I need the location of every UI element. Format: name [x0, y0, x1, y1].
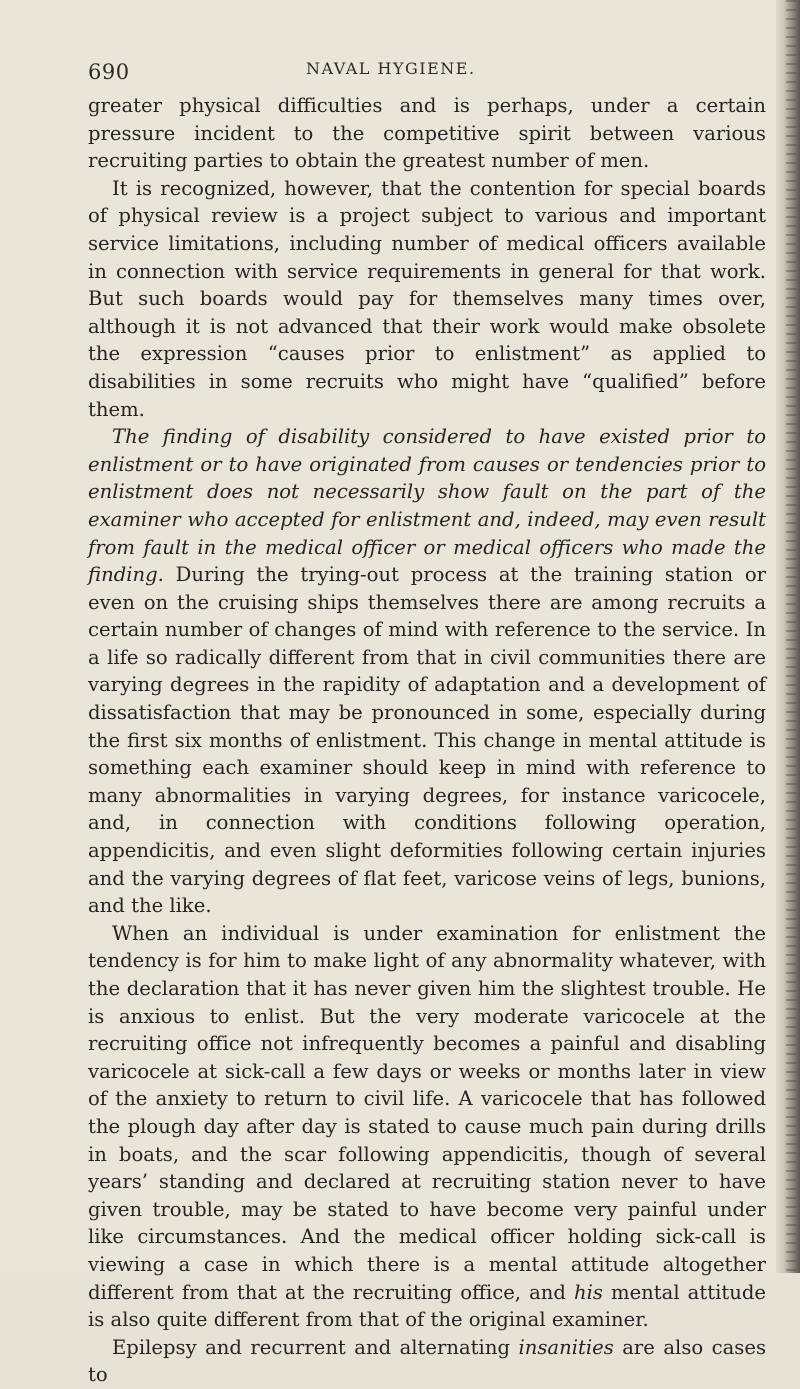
page-header — [88, 56, 766, 82]
paragraph-text: When an individual is under examination for enlistment the tendency is for him to make light of any abnormality whatever, with the declaration that it has never given him the slightest trouble. He is anxious to enlist. But the very moderate varicocele at the recruiting office not infrequently becomes a painful and disabling varicocele at sick-call a few days or weeks or months later in view of the anxiety to return to civil life. A varicocele that has followed the plough day after day is stated to cause much pain during drills in boats, and the scar following appendicitis, though of several years’ standing and declared at recruiting station never to have given trouble, may be stated to have become very painful under like circumstances. And the medical officer holding sick-call is viewing a case in which there is a mental attitude altogether different from that at the recruiting office, and — [88, 921, 766, 1304]
page-edge-texture — [786, 0, 796, 1273]
paragraph-under-examination — [88, 920, 766, 1334]
italic-word: his — [573, 1280, 603, 1304]
paragraph-finding-of-disability — [88, 423, 766, 920]
italic-word: insanities — [518, 1335, 614, 1359]
paragraph-text: are also cases to — [88, 1335, 767, 1387]
body-text — [88, 92, 766, 1389]
paragraph-special-boards: It is recognized, however, that the contention for special boards of physical review is a project subject to various and important service limitations, including number of medical officers available in connection with service requirements in general for that work. But such boards would pay for themselves many times over, although it is not advanced that their work would make obsolete the expression “causes prior to enlistment” as applied to disabilities in some recruits who might have “qualified” before them. — [88, 176, 766, 421]
page-number: 690 — [88, 60, 130, 84]
paragraph-epilepsy — [88, 1334, 766, 1389]
paragraph-text: During the trying-out process at the training station or even on the cruising ships themselves there are among recruits a certain number of changes of mind with reference to the service. In a life so radically different from that in civil communities there are varying degrees in the rapidity of adaptation and a development of dissatisfaction that may be pronounced in some, especially during the first six months of enlistment. This change in mental attitude is something each examiner should keep in mind with reference to many abnormalities in varying degrees, for instance varicocele, and, in connection with conditions following operation, appendicitis, and even slight deformities following certain injuries and the varying degrees of flat feet, varicose veins of legs, bunions, and the like. — [88, 563, 766, 918]
paragraph-text: mental attitude is also quite different from that of the original examiner. — [88, 1280, 766, 1332]
paragraph-continued: greater physical difficulties and is perhaps, under a certain pressure incident to the competitive spirit between various recruiting parties to obtain the greatest number of men. — [88, 94, 766, 173]
italic-principle: The finding of disability considered to have existed prior to enlistment or to have originated from causes or tendencies prior to enlistment does not necessarily show fault on the part of the examiner who accepted for enlistment and, indeed, may even result from fault in the medical officer or medical officers who made the finding. — [88, 425, 766, 587]
running-head: NAVAL HYGIENE. — [306, 59, 476, 78]
paragraph-text: Epilepsy and recurrent and alternating — [112, 1335, 519, 1359]
